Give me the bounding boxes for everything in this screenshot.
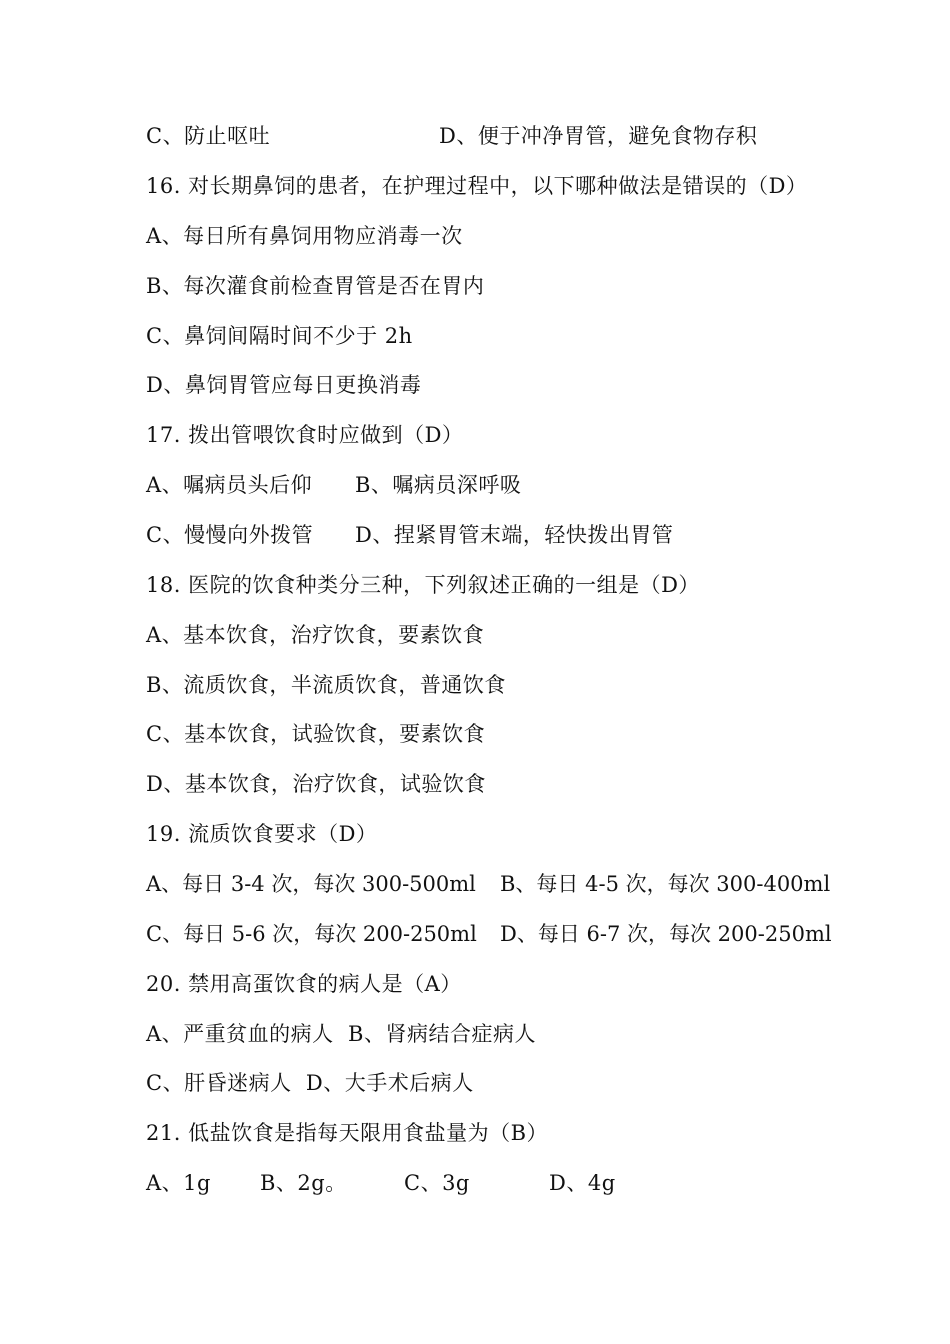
option-a: A、每日 3-4 次，每次 300-500ml xyxy=(146,872,476,896)
question-20: 20. 禁用高蛋饮食的病人是（A） xyxy=(146,972,462,996)
option-b: B、2g。 xyxy=(260,1171,347,1195)
question-19: 19. 流质饮食要求（D） xyxy=(146,822,378,846)
option-line: A、每日所有鼻饲用物应消毒一次 xyxy=(146,224,463,248)
question-18: 18. 医院的饮食种类分三种，下列叙述正确的一组是（D） xyxy=(146,573,700,597)
option-a: A、1g xyxy=(146,1171,211,1195)
option-c: C、每日 5-6 次，每次 200-250ml xyxy=(146,922,477,946)
option-line: D、基本饮食，治疗饮食，试验饮食 xyxy=(146,772,486,796)
question-21: 21. 低盐饮食是指每天限用食盐量为（B） xyxy=(146,1121,549,1145)
option-b: B、嘱病员深呼吸 xyxy=(355,473,522,497)
option-line xyxy=(146,1169,846,1197)
option-c: C、防止呕吐 xyxy=(146,124,271,148)
option-line: C、基本饮食，试验饮食，要素饮食 xyxy=(146,722,486,746)
question-16: 16. 对长期鼻饲的患者，在护理过程中，以下哪种做法是错误的（D） xyxy=(146,174,808,198)
option-line xyxy=(146,920,846,948)
option-c: C、3g xyxy=(404,1171,470,1195)
option-line xyxy=(146,471,846,499)
option-line xyxy=(146,870,846,898)
option-d: D、捏紧胃管末端，轻快拨出胃管 xyxy=(355,523,674,547)
option-d: D、每日 6-7 次，每次 200-250ml xyxy=(500,922,832,946)
option-line: A、基本饮食，治疗饮食，要素饮食 xyxy=(146,623,485,647)
option-line xyxy=(146,122,846,150)
option-line xyxy=(146,521,846,549)
option-line: B、每次灌食前检查胃管是否在胃内 xyxy=(146,274,485,298)
option-line: C、鼻饲间隔时间不少于 2h xyxy=(146,324,413,348)
option-line: B、流质饮食，半流质饮食，普通饮食 xyxy=(146,673,506,697)
question-17: 17. 拨出管喂饮食时应做到（D） xyxy=(146,423,464,447)
option-d: D、便于冲净胃管，避免食物存积 xyxy=(439,124,758,148)
option-line: D、鼻饲胃管应每日更换消毒 xyxy=(146,373,422,397)
option-d: D、4g xyxy=(549,1171,616,1195)
option-b: B、每日 4-5 次，每次 300-400ml xyxy=(500,872,831,896)
option-a: A、嘱病员头后仰 xyxy=(146,473,313,497)
option-line: C、肝昏迷病人 D、大手术后病人 xyxy=(146,1071,474,1095)
option-line: A、严重贫血的病人 B、肾病结合症病人 xyxy=(146,1022,536,1046)
option-c: C、慢慢向外拨管 xyxy=(146,523,314,547)
